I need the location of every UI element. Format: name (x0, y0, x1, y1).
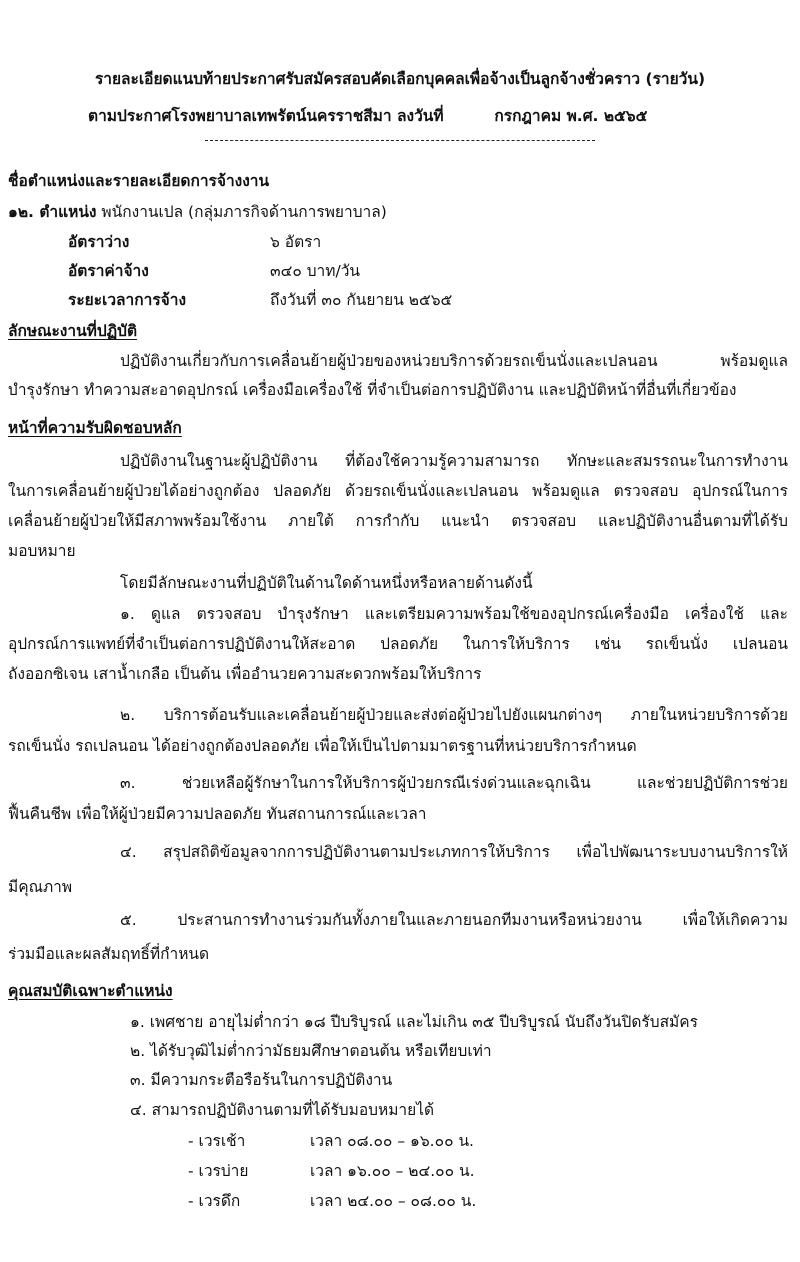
qual-item-4: ๔. สามารถปฏิบัติงานตามที่ได้รับมอบหมายได้ (130, 1101, 435, 1119)
vacancy-label: อัตราว่าง (68, 233, 130, 251)
header-date: กรกฎาคม พ.ศ. ๒๕๖๕ (494, 107, 648, 125)
header-line-2 (88, 107, 647, 126)
job-nature-title: ลักษณะงานที่ปฏิบัติ (8, 322, 138, 340)
shift-afternoon-name: - เวรบ่าย (188, 1162, 249, 1180)
qualifications-title: คุณสมบัติเฉพาะตำแหน่ง (8, 982, 173, 1000)
wage-label: อัตราค่าจ้าง (68, 262, 149, 280)
position-number-label: ๑๒. ตำแหน่ง (8, 203, 97, 221)
shift-morning-name: - เวรเช้า (188, 1132, 246, 1150)
qual-item-1: ๑. เพศชาย อายุไม่ต่ำกว่า ๑๘ ปีบริบูรณ์ และไม่เกิน ๓๕ ปีบริบูรณ์ นับถึงวันปิดรับสมัคร (130, 1013, 698, 1031)
vacancy-value: ๖ อัตรา (270, 233, 322, 251)
resp-item-1-line-1: ๑. ดูแล ตรวจสอบ บำรุงรักษา และเตรียมความพร้อมใช้ของอุปกรณ์เครื่องมือ เครื่องใช้ และ (120, 605, 788, 623)
shift-morning-time: เวลา ๐๘.๐๐ – ๑๖.๐๐ น. (310, 1132, 474, 1150)
job-nature-line-1: ปฏิบัติงานเกี่ยวกับการเคลื่อนย้ายผู้ป่วยของหน่วยบริการด้วยรถเข็นนั่งและเปลนอน พร้อมดูแล (120, 352, 788, 370)
resp-intro-line-3: เคลื่อนย้ายผู้ป่วยให้มีสภาพพร้อมใช้งาน ภายใต้ การกำกับ แนะนำ ตรวจสอบ และปฏิบัติงานอื่นตามที่ได้รับ (8, 512, 788, 530)
resp-item-3-line-2: ฟื้นคืนชีพ เพื่อให้ผู้ป่วยมีความปลอดภัย ทันสถานการณ์และเวลา (8, 805, 427, 823)
resp-intro-line-2: ในการเคลื่อนย้ายผู้ป่วยได้อย่างถูกต้อง ปลอดภัย ด้วยรถเข็นนั่งและเปลนอน พร้อมดูแล ตรวจสอบ อุปกรณ์ในการ (8, 482, 788, 500)
period-value: ถึงวันที่ ๓๐ กันยายน ๒๕๖๕ (270, 291, 453, 309)
resp-item-2-line-1: ๒. บริการต้อนรับและเคลื่อนย้ายผู้ป่วยและส่งต่อผู้ป่วยไปยังแผนกต่างๆ ภายในหน่วยบริการด้วย (120, 706, 788, 724)
resp-item-5-line-1: ๕. ประสานการทำงานร่วมกันทั้งภายในและภายนอกทีมงานหรือหน่วยงาน เพื่อให้เกิดความ (120, 911, 788, 929)
dashed-divider (205, 140, 595, 141)
resp-item-5-line-2: ร่วมมือและผลสัมฤทธิ์ที่กำหนด (8, 945, 210, 963)
header-announcement: ตามประกาศโรงพยาบาลเทพรัตน์นครราชสีมา ลงวันที่ (88, 107, 444, 125)
resp-item-3-line-1: ๓. ช่วยเหลือผู้รักษาในการให้บริการผู้ป่วยกรณีเร่งด่วนและฉุกเฉิน และช่วยปฏิบัติการช่วย (120, 774, 788, 792)
header-line-1: รายละเอียดแนบท้ายประกาศรับสมัครสอบคัดเลือกบุคคลเพื่อจ้างเป็นลูกจ้างชั่วคราว (รายวัน) (94, 70, 706, 88)
responsibilities-title: หน้าที่ความรับผิดชอบหลัก (8, 419, 182, 437)
resp-item-1-line-2: อุปกรณ์การแพทย์ที่จำเป็นต่อการปฏิบัติงานให้สะอาด ปลอดภัย ในการให้บริการ เช่น รถเข็นนั่ง เปลนอน (8, 635, 788, 653)
shift-night-time: เวลา ๒๔.๐๐ – ๐๘.๐๐ น. (310, 1192, 477, 1210)
section-title: ชื่อตำแหน่งและรายละเอียดการจ้างงาน (8, 172, 270, 190)
position-row (8, 203, 387, 222)
shift-afternoon-time: เวลา ๑๖.๐๐ – ๒๔.๐๐ น. (310, 1162, 475, 1180)
qual-item-2: ๒. ได้รับวุฒิไม่ต่ำกว่ามัธยมศึกษาตอนต้น หรือเทียบเท่า (130, 1042, 492, 1060)
resp-item-4-line-1: ๔. สรุปสถิติข้อมูลจากการปฏิบัติงานตามประเภทการให้บริการ เพื่อไปพัฒนาระบบงานบริการให้ (120, 843, 788, 861)
resp-item-1-line-3: ถังออกซิเจน เสาน้ำเกลือ เป็นต้น เพื่ออำนวยความสะดวกพร้อมให้บริการ (8, 665, 482, 683)
job-nature-line-2: บำรุงรักษา ทำความสะอาดอุปกรณ์ เครื่องมือเครื่องใช้ ที่จำเป็นต่อการปฏิบัติงาน และปฏิบัติหน้าที่อื่นที่เกี่ยวข้อง (8, 381, 737, 399)
wage-value: ๓๔๐ บาท/วัน (270, 262, 360, 280)
period-label: ระยะเวลาการจ้าง (68, 291, 187, 309)
shift-night-name: - เวรดึก (188, 1192, 241, 1210)
resp-intro-line-4: มอบหมาย (8, 542, 76, 560)
resp-item-4-line-2: มีคุณภาพ (8, 878, 73, 896)
resp-item-2-line-2: รถเข็นนั่ง รถเปลนอน ได้อย่างถูกต้องปลอดภัย เพื่อให้เป็นไปตามมาตรฐานที่หน่วยบริการกำหนด (8, 737, 637, 755)
resp-lead: โดยมีลักษณะงานที่ปฏิบัติในด้านใดด้านหนึ่งหรือหลายด้านดังนี้ (120, 574, 533, 592)
resp-intro-line-1: ปฏิบัติงานในฐานะผู้ปฏิบัติงาน ที่ต้องใช้ความรู้ความสามารถ ทักษะและสมรรถนะในการทำงาน (120, 452, 788, 470)
qual-item-3: ๓. มีความกระตือรือร้นในการปฏิบัติงาน (130, 1071, 393, 1089)
position-name: พนักงานเปล (กลุ่มภารกิจด้านการพยาบาล) (101, 203, 387, 221)
